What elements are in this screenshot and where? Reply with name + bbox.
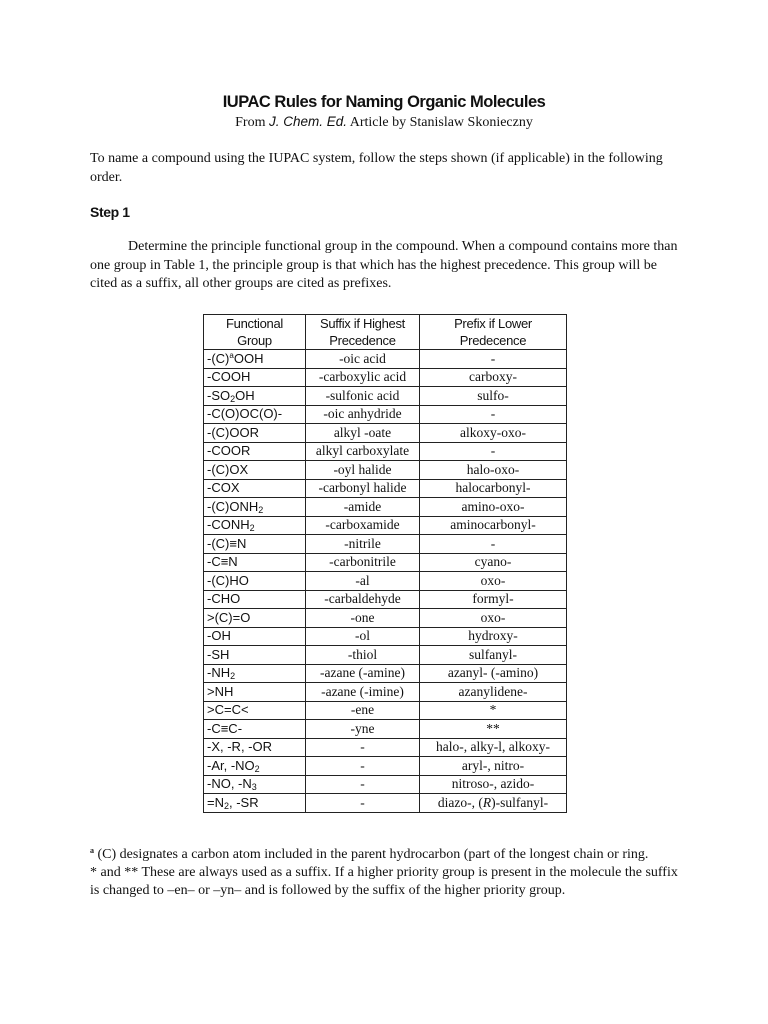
cell-prefix: diazo-, (R)-sulfanyl- (420, 794, 567, 813)
header-functional-group: Functional Group (204, 315, 306, 350)
cell-functional-group: -Ar, $-NO_2$ (204, 757, 306, 776)
cell-suffix: -carbonyl halide (306, 479, 420, 498)
functional-group-table (203, 314, 567, 813)
cell-functional-group: $-(C)^aOOH$ (204, 350, 306, 369)
table-row (204, 775, 567, 794)
cell-functional-group: -CHO (204, 590, 306, 609)
cell-prefix: azanylidene- (420, 683, 567, 702)
table-row (204, 701, 567, 720)
cell-prefix: halocarbonyl- (420, 479, 567, 498)
cell-prefix: - (420, 535, 567, 554)
cell-prefix: nitroso-, azido- (420, 775, 567, 794)
cell-functional-group: -COOR (204, 442, 306, 461)
table-row (204, 572, 567, 591)
table-row (204, 664, 567, 683)
table-row (204, 720, 567, 739)
subtitle-journal: J. Chem. Ed. (268, 114, 347, 129)
cell-functional-group: -NO, $-N_3$ (204, 775, 306, 794)
table-row (204, 442, 567, 461)
cell-suffix: -thiol (306, 646, 420, 665)
cell-suffix: -oyl halide (306, 461, 420, 480)
cell-suffix: alkyl carboxylate (306, 442, 420, 461)
cell-functional-group: -C≡C- (204, 720, 306, 739)
cell-prefix: aminocarbonyl- (420, 516, 567, 535)
table-row (204, 683, 567, 702)
cell-prefix: alkoxy-oxo- (420, 424, 567, 443)
cell-prefix: azanyl- (-amino) (420, 664, 567, 683)
cell-suffix: - (306, 757, 420, 776)
header-suffix: Suffix if Highest Precedence (306, 315, 420, 350)
cell-suffix: -oic anhydride (306, 405, 420, 424)
cell-suffix: -ene (306, 701, 420, 720)
cell-suffix: -amide (306, 498, 420, 517)
table-row (204, 553, 567, 572)
cell-functional-group: $-CONH_2$ (204, 516, 306, 535)
cell-functional-group: $-SO_2OH$ (204, 387, 306, 406)
cell-functional-group: $-(C)ONH_2$ (204, 498, 306, 517)
table-row (204, 646, 567, 665)
table-row (204, 424, 567, 443)
subtitle-from: From (235, 115, 269, 130)
cell-suffix: - (306, 738, 420, 757)
cell-prefix: - (420, 442, 567, 461)
cell-functional-group: >NH (204, 683, 306, 702)
cell-prefix: halo-oxo- (420, 461, 567, 480)
step-heading: Step 1 (90, 204, 130, 220)
table-row (204, 461, 567, 480)
cell-functional-group: -(C)OOR (204, 424, 306, 443)
table-row (204, 609, 567, 628)
cell-suffix: - (306, 775, 420, 794)
cell-prefix: sulfanyl- (420, 646, 567, 665)
footnote-star-mark: * and ** (90, 865, 139, 880)
table-row (204, 387, 567, 406)
cell-functional-group: $=N_2$, -SR (204, 794, 306, 813)
cell-suffix: -nitrile (306, 535, 420, 554)
header-prefix: Prefix if Lower Predecence (420, 315, 567, 350)
cell-prefix: - (420, 350, 567, 369)
cell-prefix: oxo- (420, 572, 567, 591)
table-body (204, 350, 567, 813)
cell-functional-group: $-NH_2$ (204, 664, 306, 683)
cell-suffix: -carbonitrile (306, 553, 420, 572)
table-row (204, 757, 567, 776)
table-header-row (204, 315, 567, 350)
cell-functional-group: -C(O)OC(O)- (204, 405, 306, 424)
footnotes (90, 846, 690, 900)
document-subtitle (0, 114, 768, 131)
table-row (204, 350, 567, 369)
step-paragraph-text: Determine the principle functional group in the compound. When a compound contains more than one group in Table 1, the principle group is that which has the highest precedence. This group will be cited as a suffix, all other groups are cited as prefixes. (90, 239, 678, 291)
table-row (204, 535, 567, 554)
cell-suffix: -azane (-amine) (306, 664, 420, 683)
cell-prefix: carboxy- (420, 368, 567, 387)
cell-functional-group: -X, -R, -OR (204, 738, 306, 757)
table-row (204, 405, 567, 424)
cell-functional-group: -C≡N (204, 553, 306, 572)
table-row (204, 368, 567, 387)
table-row (204, 794, 567, 813)
cell-prefix: amino-oxo- (420, 498, 567, 517)
cell-functional-group: -(C)OX (204, 461, 306, 480)
cell-prefix: formyl- (420, 590, 567, 609)
step-paragraph (90, 238, 680, 294)
footnote-star (90, 864, 690, 900)
cell-functional-group: -(C)≡N (204, 535, 306, 554)
table-row (204, 590, 567, 609)
cell-functional-group: -SH (204, 646, 306, 665)
cell-prefix: hydroxy- (420, 627, 567, 646)
cell-suffix: -carbaldehyde (306, 590, 420, 609)
cell-suffix: -one (306, 609, 420, 628)
table-row (204, 738, 567, 757)
cell-prefix: * (420, 701, 567, 720)
cell-prefix: cyano- (420, 553, 567, 572)
cell-prefix: halo-, alky-l, alkoxy- (420, 738, 567, 757)
cell-suffix: alkyl -oate (306, 424, 420, 443)
document-title: IUPAC Rules for Naming Organic Molecules (222, 93, 546, 111)
cell-suffix: -ol (306, 627, 420, 646)
cell-suffix: -al (306, 572, 420, 591)
cell-functional-group: >C=C< (204, 701, 306, 720)
cell-prefix: aryl-, nitro- (420, 757, 567, 776)
cell-prefix: sulfo- (420, 387, 567, 406)
footnote-a (90, 846, 690, 864)
cell-functional-group: -OH (204, 627, 306, 646)
footnote-a-mark: a (90, 846, 94, 855)
table-row (204, 516, 567, 535)
footnote-a-text: (C) designates a carbon atom included in the parent hydrocarbon (part of the longest chain or ring. (94, 847, 649, 862)
cell-suffix: -sulfonic acid (306, 387, 420, 406)
cell-functional-group: -COOH (204, 368, 306, 387)
cell-suffix: -carboxamide (306, 516, 420, 535)
cell-suffix: - (306, 794, 420, 813)
intro-paragraph: To name a compound using the IUPAC system, follow the steps shown (if applicable) in the following order. (90, 151, 663, 185)
cell-functional-group: -COX (204, 479, 306, 498)
cell-functional-group: -(C)HO (204, 572, 306, 591)
footnote-star-text: These are always used as a suffix. If a higher priority group is present in the molecule the suffix is changed to –en– or –yn– and is followed by the suffix of the higher priority group. (90, 865, 678, 898)
cell-prefix: oxo- (420, 609, 567, 628)
table-row (204, 498, 567, 517)
cell-prefix: - (420, 405, 567, 424)
subtitle-author: Article by Stanislaw Skonieczny (347, 115, 533, 130)
cell-suffix: -azane (-imine) (306, 683, 420, 702)
table-row (204, 479, 567, 498)
table-row (204, 627, 567, 646)
cell-suffix: -oic acid (306, 350, 420, 369)
cell-prefix: ** (420, 720, 567, 739)
cell-suffix: -yne (306, 720, 420, 739)
cell-functional-group: >(C)=O (204, 609, 306, 628)
cell-suffix: -carboxylic acid (306, 368, 420, 387)
